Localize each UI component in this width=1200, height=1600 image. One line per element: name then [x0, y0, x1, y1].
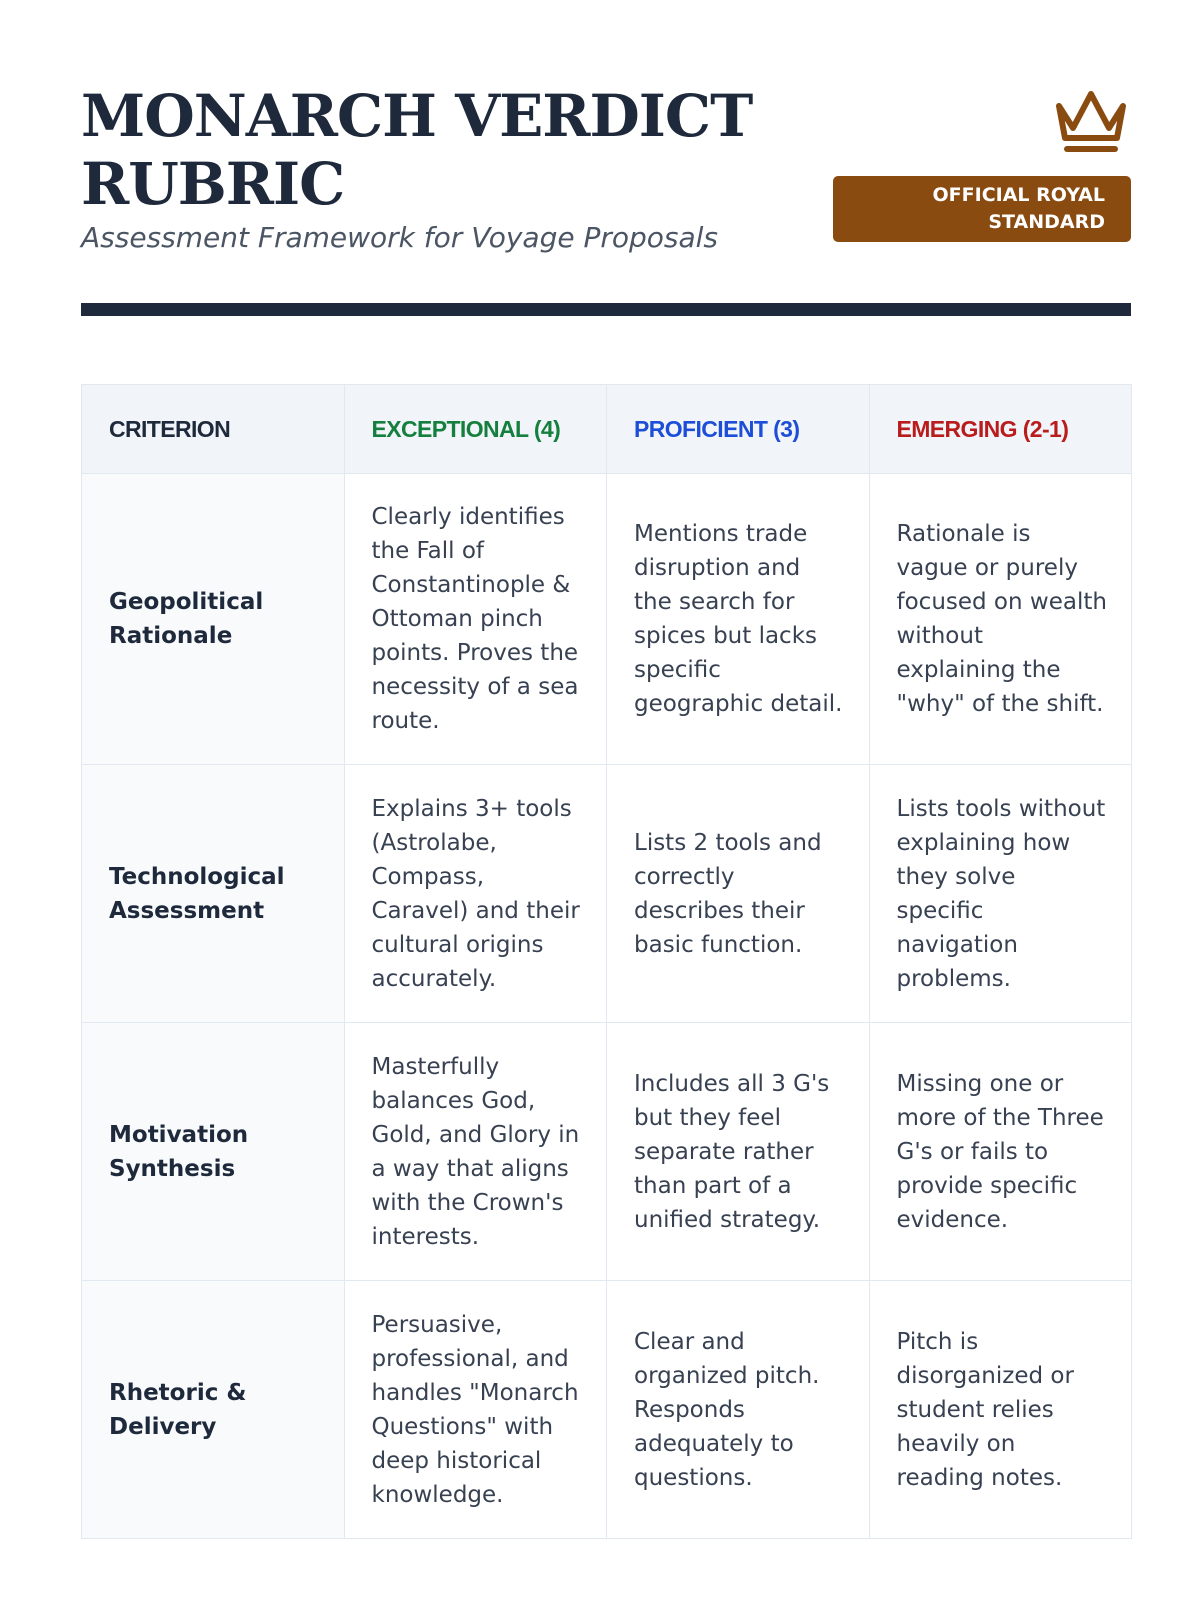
column-header-proficient: PROFICIENT (3)	[607, 385, 870, 474]
exceptional-cell: Masterfully balances God, Gold, and Glory in a way that aligns with the Crown's interests.	[344, 1023, 607, 1281]
header-divider	[81, 303, 1131, 316]
exceptional-cell: Clearly identifies the Fall of Constantinople & Ottoman pinch points. Proves the necessity of a sea route.	[344, 474, 607, 765]
proficient-cell: Clear and organized pitch. Responds adequately to questions.	[607, 1281, 870, 1539]
table-row	[82, 474, 1132, 765]
crown-icon	[1053, 86, 1129, 156]
table-row	[82, 1023, 1132, 1281]
emerging-cell: Missing one or more of the Three G's or fails to provide specific evidence.	[869, 1023, 1132, 1281]
criterion-cell: Rhetoric & Delivery	[82, 1281, 345, 1539]
emerging-cell: Rationale is vague or purely focused on wealth without explaining the "why" of the shift.	[869, 474, 1132, 765]
exceptional-cell: Explains 3+ tools (Astrolabe, Compass, Caravel) and their cultural origins accurately.	[344, 765, 607, 1023]
criterion-cell: Technological Assessment	[82, 765, 345, 1023]
header	[81, 0, 1131, 316]
rubric-page	[81, 0, 1131, 1508]
emerging-cell: Lists tools without explaining how they solve specific navigation problems.	[869, 765, 1132, 1023]
column-header-exceptional: EXCEPTIONAL (4)	[344, 385, 607, 474]
official-standard-badge: OFFICIAL ROYAL STANDARD	[833, 176, 1131, 242]
proficient-cell: Lists 2 tools and correctly describes their basic function.	[607, 765, 870, 1023]
criterion-cell: Motivation Synthesis	[82, 1023, 345, 1281]
column-header-emerging: EMERGING (2-1)	[869, 385, 1132, 474]
emerging-cell: Pitch is disorganized or student relies heavily on reading notes.	[869, 1281, 1132, 1539]
table-row	[82, 765, 1132, 1023]
rubric-table	[81, 384, 1132, 1539]
criterion-cell: Geopolitical Rationale	[82, 474, 345, 765]
proficient-cell: Includes all 3 G's but they feel separate rather than part of a unified strategy.	[607, 1023, 870, 1281]
page-title: MONARCH VERDICT RUBRIC	[81, 82, 753, 218]
exceptional-cell: Persuasive, professional, and handles "Monarch Questions" with deep historical knowledge.	[344, 1281, 607, 1539]
header-row	[82, 385, 1132, 474]
table-row	[82, 1281, 1132, 1539]
page-subtitle: Assessment Framework for Voyage Proposals	[81, 221, 719, 254]
column-header-criterion: CRITERION	[82, 385, 345, 474]
proficient-cell: Mentions trade disruption and the search for spices but lacks specific geographic detail.	[607, 474, 870, 765]
